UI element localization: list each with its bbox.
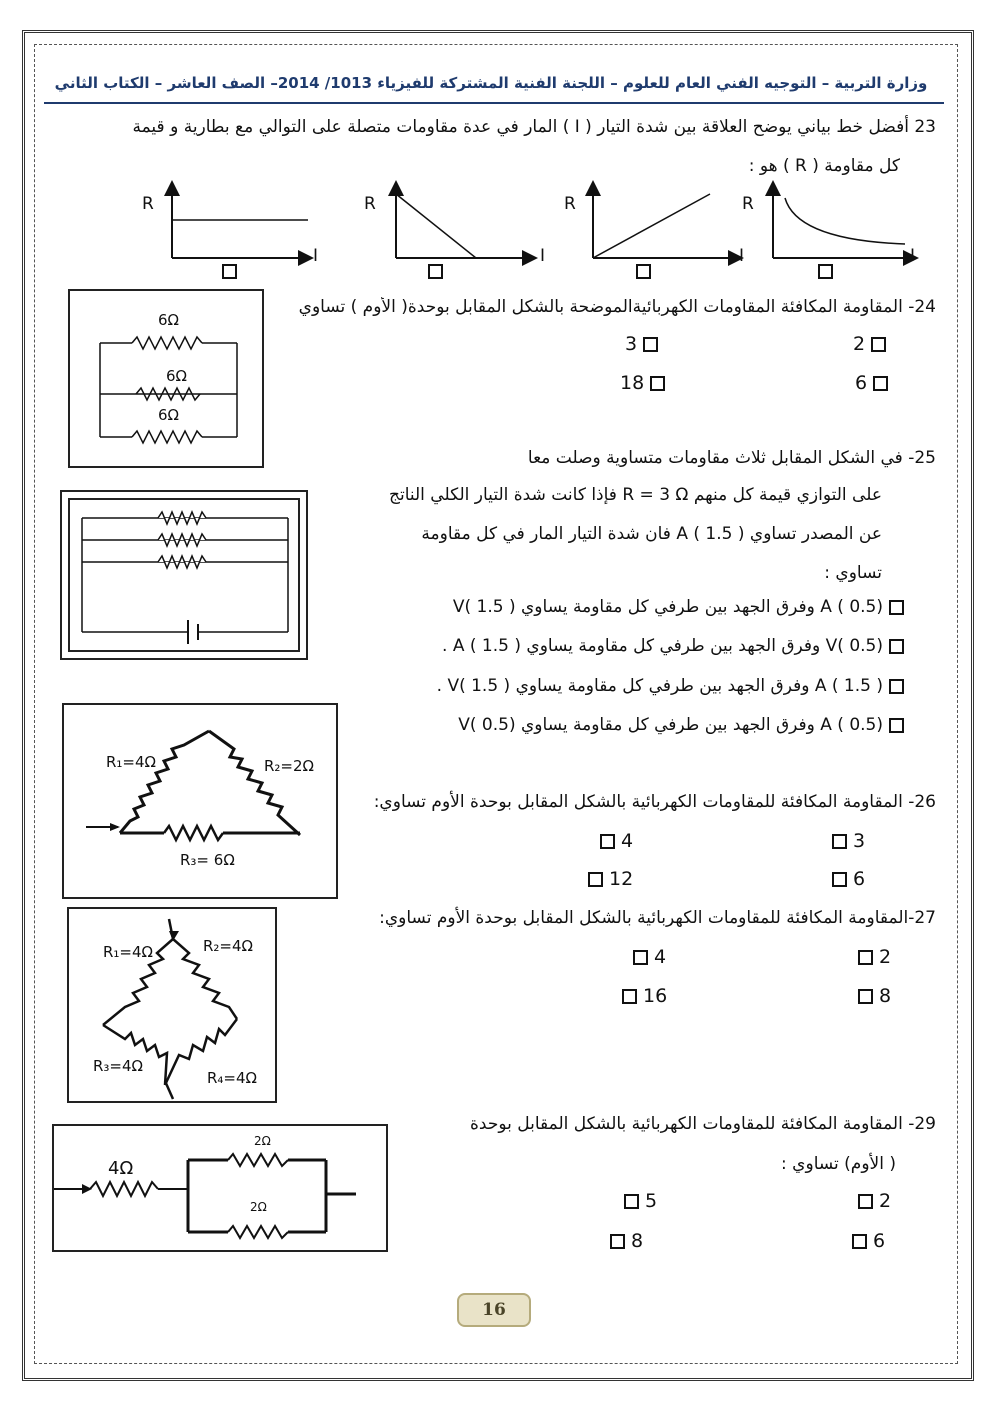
q23-checkbox-4[interactable]: [818, 264, 833, 279]
q26-r2-label: R₂=2Ω: [264, 757, 315, 775]
q26-option-a[interactable]: [806, 830, 865, 852]
q27-question: 27-المقاومة المكافئة للمقاومات الكهربائية بالشكل المقابل بوحدة الأوم تساوي:: [379, 908, 936, 928]
q27-r2-label: R₂=4Ω: [203, 937, 254, 955]
q25-option-b-text: V( 0.5) وفرق الجهد بين طرفي كل مقاومة يساوي A ( 1.5 ) .: [442, 636, 883, 656]
q29-option-c-value: 6: [873, 1230, 886, 1252]
q29-figure: [52, 1124, 388, 1252]
g2-axis-r: R: [364, 194, 376, 214]
q27-r4-label: R₄=4Ω: [207, 1069, 258, 1087]
q24-option-d-value: 18: [620, 372, 645, 394]
q27-r3-label: R₃=4Ω: [93, 1057, 144, 1075]
q24-r1-label: 6Ω: [158, 311, 180, 329]
q23-line1: 23 أفضل خط بياني يوضح العلاقة بين شدة التيار ( I ) المار في عدة مقاومات متصلة على التوالي مع بطارية و قيمة: [132, 117, 936, 137]
q27-option-b[interactable]: [607, 946, 666, 968]
q24-option-c-value: 6: [855, 372, 868, 394]
g4-axis-i: I: [910, 246, 916, 266]
q27-figure: [67, 907, 277, 1103]
q26-figure: [62, 703, 338, 899]
q29-option-a[interactable]: [838, 1190, 891, 1212]
g4-axis-r: R: [742, 194, 754, 214]
g2-axis-i: I: [540, 246, 546, 266]
q27-option-c[interactable]: [838, 985, 891, 1007]
q24-option-a-value: 2: [853, 333, 866, 355]
graph-hyperbolic: [773, 184, 915, 258]
q23-checkbox-1[interactable]: [222, 264, 237, 279]
q29-line1: 29- المقاومة المكافئة للمقاومات الكهربائية بالشكل المقابل بوحدة: [469, 1114, 936, 1134]
g3-axis-r: R: [564, 194, 576, 214]
q25-option-d-text: A ( 0.5) وفرق الجهد بين طرفي كل مقاومة يساوي V( 0.5): [458, 715, 883, 735]
page-header: وزارة التربية – التوجيه الفني العام للعلوم – اللجنة الفنية المشتركة للفيزياء 1013/ 2014– الصف العاشر – الكتاب الثاني: [54, 74, 928, 92]
q25-line1: 25- في الشكل المقابل ثلاث مقاومات متساوية وصلت معا: [527, 448, 936, 468]
q24-option-c[interactable]: [855, 372, 894, 394]
q26-option-d[interactable]: [568, 868, 633, 890]
q25-option-a[interactable]: [360, 597, 910, 617]
q29-series-label: 4Ω: [108, 1158, 134, 1179]
graph-increasing: [593, 184, 740, 258]
q26-r1-label: R₁=4Ω: [106, 753, 157, 771]
q27-option-c-value: 8: [879, 985, 892, 1007]
q27-option-d[interactable]: [596, 985, 667, 1007]
q25-option-c[interactable]: [360, 676, 910, 696]
q26-r3-label: R₃= 6Ω: [180, 851, 235, 869]
q24-option-b[interactable]: [625, 333, 664, 355]
q27-option-a-value: 2: [879, 946, 892, 968]
q27-option-a[interactable]: [838, 946, 891, 968]
q26-option-b[interactable]: [574, 830, 633, 852]
q25-option-b[interactable]: [360, 636, 910, 656]
q25-option-a-text: A ( 0.5) وفرق الجهد بين طرفي كل مقاومة يساوي V( 1.5 ): [452, 597, 883, 617]
q25-line4: تساوي :: [824, 563, 882, 583]
q26-option-c-value: 6: [853, 868, 866, 890]
q29-option-d-value: 8: [631, 1230, 644, 1252]
g3-axis-i: I: [739, 246, 745, 266]
q26-option-b-value: 4: [621, 830, 634, 852]
q29-option-a-value: 2: [879, 1190, 892, 1212]
q23-line2: كل مقاومة ( R ) هو :: [748, 156, 900, 176]
q27-r1-label: R₁=4Ω: [103, 943, 154, 961]
q24-question: 24- المقاومة المكافئة المقاومات الكهربائيةالموضحة بالشكل المقابل بوحدة( الأوم ) تساوي: [298, 297, 936, 317]
q29-option-b-value: 5: [645, 1190, 658, 1212]
q25-option-d[interactable]: [360, 715, 910, 735]
q23-checkbox-2[interactable]: [428, 264, 443, 279]
g1-axis-r: R: [142, 194, 154, 214]
q25-line2: على التوازي قيمة كل منهم R = 3 Ω فإذا كانت شدة التيار الكلي الناتج: [388, 485, 882, 505]
graph-decreasing: [396, 184, 534, 258]
q24-option-b-value: 3: [625, 333, 638, 355]
q23-graphs: [140, 178, 780, 278]
q26-question: 26- المقاومة المكافئة للمقاومات الكهربائية بالشكل المقابل بوحدة الأوم تساوي:: [373, 792, 936, 812]
graph-constant: [172, 184, 310, 258]
q24-figure: [68, 289, 264, 468]
q25-option-c-text: A ( 1.5 ) وفرق الجهد بين طرفي كل مقاومة يساوي V( 1.5 ) .: [436, 676, 883, 696]
graph-hyperbolic-wrap: [745, 178, 925, 278]
q24-r3-label: 6Ω: [158, 406, 180, 424]
g1-axis-i: I: [313, 246, 319, 266]
q29-bottom-label: 2Ω: [250, 1200, 267, 1214]
q27-option-d-value: 16: [643, 985, 668, 1007]
q26-option-a-value: 3: [853, 830, 866, 852]
q29-top-label: 2Ω: [254, 1134, 271, 1148]
q29-line2: ( الأوم) تساوي :: [781, 1154, 896, 1174]
q23-checkbox-3[interactable]: [636, 264, 651, 279]
q26-option-c[interactable]: [806, 868, 865, 890]
q29-option-c[interactable]: [832, 1230, 885, 1252]
q29-option-d[interactable]: [596, 1230, 643, 1252]
q24-r2-label: 6Ω: [166, 367, 188, 385]
q29-option-b[interactable]: [604, 1190, 657, 1212]
header-divider: [44, 102, 944, 104]
q25-line3: عن المصدر تساوي A ( 1.5 ) فان شدة التيار المار في كل مقاومة: [421, 524, 882, 544]
q24-option-a[interactable]: [853, 333, 892, 355]
page-number: 16: [457, 1293, 531, 1327]
q26-option-d-value: 12: [609, 868, 634, 890]
q24-option-d[interactable]: [620, 372, 671, 394]
q25-figure: [60, 490, 308, 660]
q27-option-b-value: 4: [654, 946, 667, 968]
